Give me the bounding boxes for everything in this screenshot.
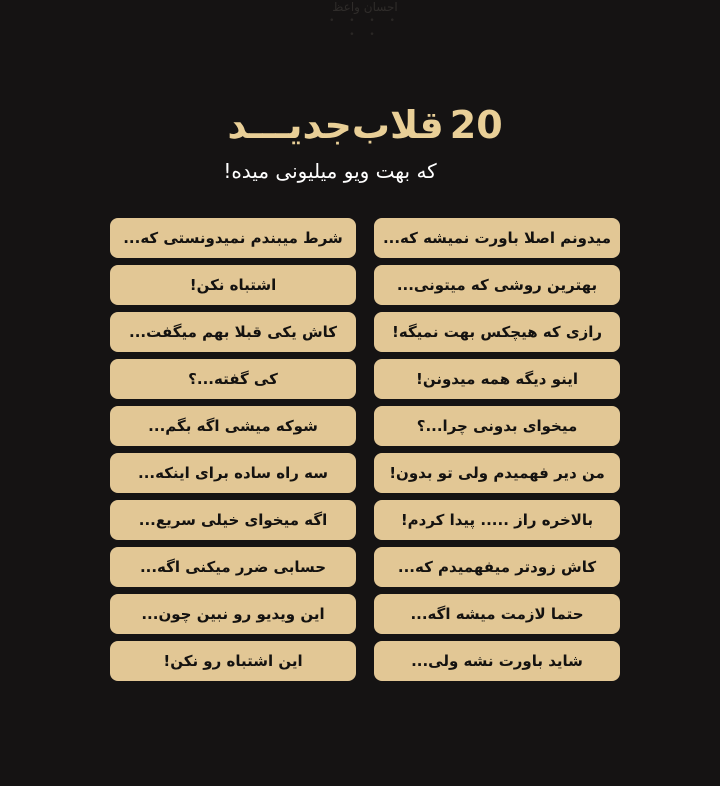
hook-item-right-2: بهترین روشی که میتونی... (374, 265, 620, 305)
page-subtitle: که بهت ویو میلیونی میده! (223, 159, 437, 183)
hook-item-left-6: سه راه ساده برای اینکه... (110, 453, 356, 493)
hook-item-right-6: من دیر فهمیدم ولی تو بدون! (374, 453, 620, 493)
hook-item-left-7: اگه میخوای خیلی سریع... (110, 500, 356, 540)
hook-item-left-1: شرط میبندم نمیدونستی که... (110, 218, 356, 258)
hook-item-left-10: این اشتباه رو نکن! (110, 641, 356, 681)
hook-item-left-4: کی گفته...؟ (110, 359, 356, 399)
hook-item-left-2: اشتباه نکن! (110, 265, 356, 305)
watermark (320, 0, 410, 42)
watermark-dots: • • • • • • (329, 16, 401, 40)
hook-item-right-9: حتما لازمت میشه اگه... (374, 594, 620, 634)
hook-item-left-3: کاش یکی قبلا بهم میگفت... (110, 312, 356, 352)
hook-item-right-5: میخوای بدونی چرا...؟ (374, 406, 620, 446)
hook-item-right-4: اینو دیگه همه میدونن! (374, 359, 620, 399)
hook-item-right-3: رازی که هیچکس بهت نمیگه! (374, 312, 620, 352)
hook-item-right-7: بالاخره راز ..... پیدا کردم! (374, 500, 620, 540)
hook-item-left-5: شوکه میشی اگه بگم... (110, 406, 356, 446)
hook-item-right-1: میدونم اصلا باورت نمیشه که... (374, 218, 620, 258)
watermark-name: احسان واعظ (332, 0, 398, 14)
title-number: 20 (449, 103, 503, 147)
page-title (200, 100, 530, 150)
hook-item-right-10: شاید باورت نشه ولی... (374, 641, 620, 681)
hook-item-left-8: حسابی ضرر میکنی اگه... (110, 547, 356, 587)
hook-item-right-8: کاش زودتر میفهمیدم که... (374, 547, 620, 587)
hook-item-left-9: این ویدیو رو نبین چون... (110, 594, 356, 634)
title-text: قلاب‌جدیـــد (227, 103, 444, 147)
